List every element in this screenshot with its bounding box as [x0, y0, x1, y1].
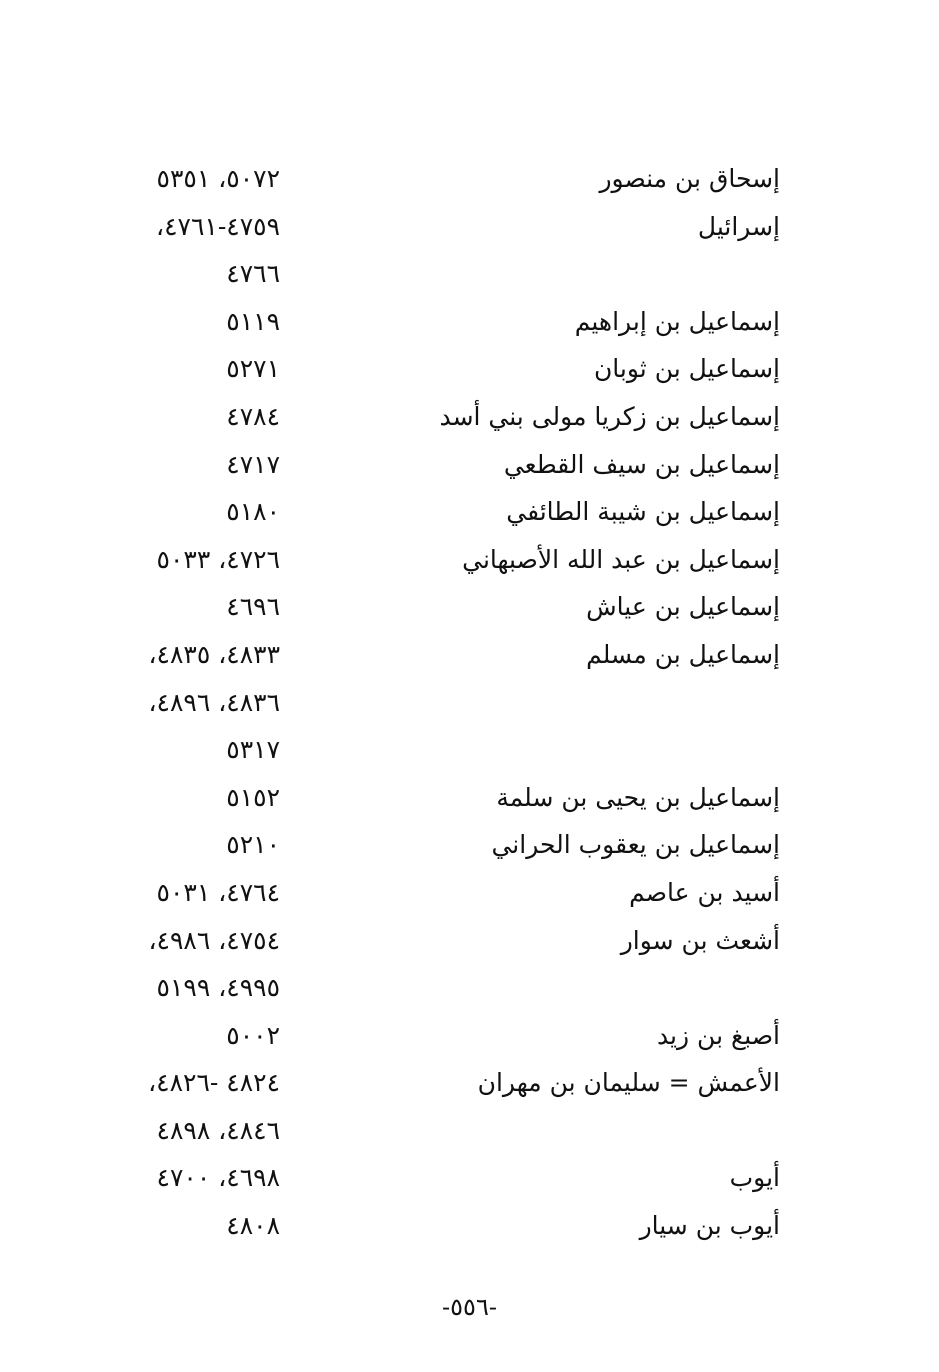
- index-entry: [90, 822, 790, 870]
- entry-name: أصبغ بن زيد: [656, 1020, 780, 1050]
- index-entry: [90, 870, 790, 918]
- index-entry: [90, 489, 790, 537]
- entry-name: إسماعيل بن يحيى بن سلمة: [496, 782, 780, 812]
- entry-references: ٥١٨٠: [226, 497, 280, 527]
- entry-references: ٤٩٩٥، ٥١٩٩: [156, 973, 280, 1003]
- entry-name: إسحاق بن منصور: [599, 164, 780, 193]
- entry-name: إسرائيل: [697, 211, 780, 241]
- entry-references: ٤٧٨٤: [226, 401, 280, 431]
- index-entry: [90, 1060, 790, 1108]
- entry-name: إسماعيل بن عياش: [586, 592, 780, 622]
- entry-references: ٤٦٩٨، ٤٧٠٠: [156, 1163, 280, 1193]
- index-entry: [90, 1013, 790, 1061]
- page-number: -٥٥٦-: [442, 1293, 497, 1321]
- entry-references: ٤٧٦٦: [226, 259, 280, 289]
- index-entry: [90, 584, 790, 632]
- index-entry: [90, 1108, 790, 1156]
- index-entry: [90, 394, 790, 442]
- entry-references: ٤٨٢٤ -٤٨٢٦،: [148, 1068, 280, 1098]
- entry-references: ٤٨٤٦، ٤٨٩٨: [156, 1115, 280, 1145]
- index-entry: [90, 251, 790, 299]
- entry-references: ٤٨٣٦، ٤٨٩٦،: [148, 687, 280, 717]
- index-entry: [90, 156, 790, 204]
- index-entry: [90, 204, 790, 252]
- entry-references: ٤٧٥٩-٤٧٦١،: [156, 211, 280, 241]
- entry-references: ٥٠٠٢: [226, 1020, 280, 1050]
- entry-references: ٥٣١٧: [226, 735, 280, 765]
- entry-name: إسماعيل بن سيف القطعي: [503, 449, 780, 479]
- index-entry: [90, 727, 790, 775]
- entry-references: ٥٠٧٢، ٥٣٥١: [156, 164, 280, 193]
- index-entry: [90, 299, 790, 347]
- entry-name: إسماعيل بن زكريا مولى بني أسد: [439, 401, 780, 431]
- entry-name: أسيد بن عاصم: [629, 877, 780, 907]
- entry-name: إسماعيل بن يعقوب الحراني: [491, 830, 780, 860]
- entry-references: ٥٢٧١: [226, 354, 280, 384]
- entry-references: ٤٨٠٨: [226, 1211, 280, 1241]
- entry-references: ٤٧١٧: [226, 449, 280, 479]
- index-entry: [90, 442, 790, 490]
- entry-name: أيوب: [729, 1163, 780, 1193]
- entry-name: إسماعيل بن شيبة الطائفي: [506, 497, 780, 527]
- index-entry: [90, 1203, 790, 1251]
- entry-references: ٤٦٩٦: [226, 592, 280, 622]
- entry-references: ٥٢١٠: [226, 830, 280, 860]
- index-entry: [90, 680, 790, 728]
- index-entry: [90, 775, 790, 823]
- entry-references: ٤٧٢٦، ٥٠٣٣: [156, 544, 280, 574]
- entry-name: الأعمش = سليمان بن مهران: [477, 1068, 780, 1098]
- entry-name: أيوب بن سيار: [639, 1211, 780, 1241]
- index-entry: [90, 632, 790, 680]
- entry-name: إسماعيل بن مسلم: [586, 639, 780, 669]
- entry-references: ٥١١٩: [226, 306, 280, 336]
- index-entry: [90, 1155, 790, 1203]
- entry-name: إسماعيل بن إبراهيم: [574, 306, 780, 336]
- index-list: [90, 156, 790, 1251]
- entry-name: أشعث بن سوار: [620, 925, 780, 955]
- entry-name: إسماعيل بن عبد الله الأصبهاني: [462, 544, 780, 574]
- index-entry: [90, 537, 790, 585]
- index-entry: [90, 918, 790, 966]
- entry-references: ٤٧٥٤، ٤٩٨٦،: [148, 925, 280, 955]
- entry-references: ٥١٥٢: [226, 782, 280, 812]
- entry-references: ٤٧٦٤، ٥٠٣١: [156, 877, 280, 907]
- index-entry: [90, 346, 790, 394]
- entry-references: ٤٨٣٣، ٤٨٣٥،: [148, 639, 280, 669]
- entry-name: إسماعيل بن ثوبان: [593, 354, 780, 384]
- index-entry: [90, 965, 790, 1013]
